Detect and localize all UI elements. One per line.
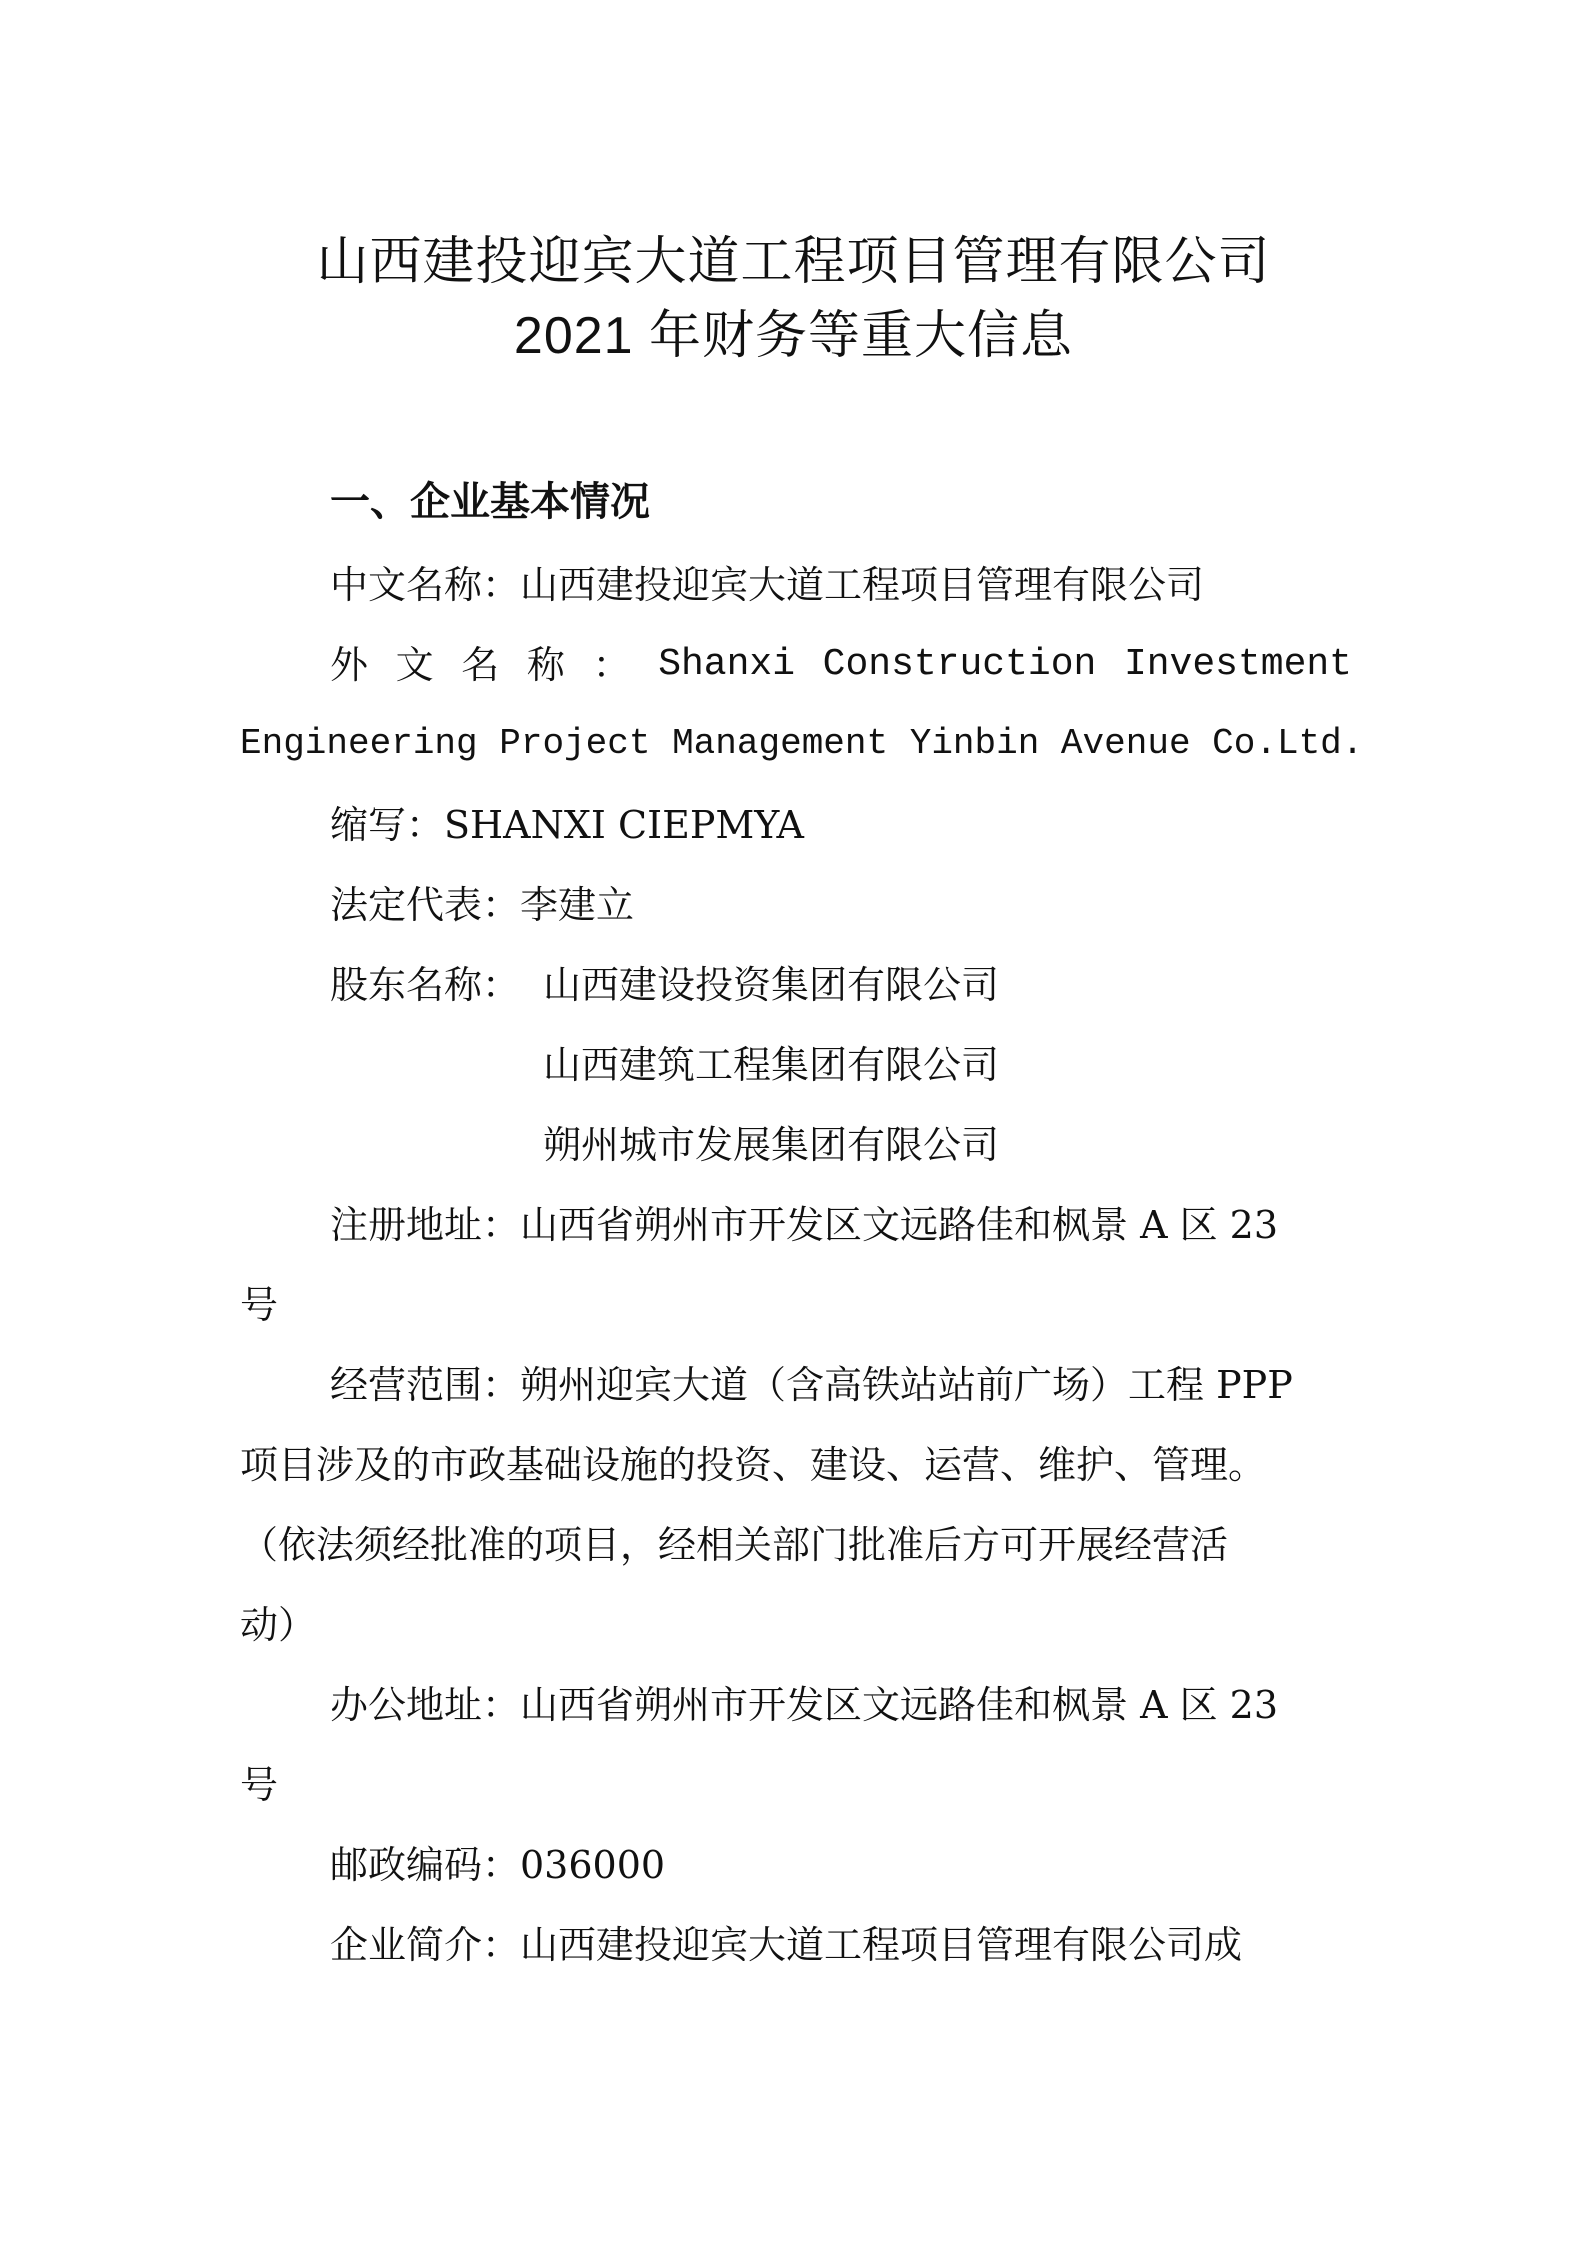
document-title-line1: 山西建投迎宾大道工程项目管理有限公司 xyxy=(316,233,1271,291)
text-segment: Investment xyxy=(1123,643,1352,686)
field-abbreviation: 缩写：SHANXI CIEPMYA xyxy=(330,803,804,847)
field-registered-address-line1: 注册地址：山西省朔州市开发区文远路佳和枫景 A 区 23 xyxy=(330,1203,1279,1247)
text-segment: 文 xyxy=(395,643,434,687)
field-shareholders-label: 股东名称： xyxy=(330,963,521,1007)
shareholder-item: 山西建设投资集团有限公司 xyxy=(543,963,1000,1007)
text-segment: 名 xyxy=(461,643,500,687)
field-office-address-line2: 号 xyxy=(240,1763,279,1807)
field-office-address-line1: 办公地址：山西省朔州市开发区文远路佳和枫景 A 区 23 xyxy=(330,1683,1279,1727)
field-business-scope-line1: 经营范围：朔州迎宾大道（含高铁站站前广场）工程 PPP xyxy=(330,1363,1293,1407)
shareholder-item: 朔州城市发展集团有限公司 xyxy=(543,1123,1000,1167)
field-english-name-line1 xyxy=(330,643,1352,687)
field-postal-code: 邮政编码：036000 xyxy=(330,1843,666,1887)
field-legal-representative: 法定代表：李建立 xyxy=(330,883,635,927)
field-chinese-name: 中文名称：山西建投迎宾大道工程项目管理有限公司 xyxy=(330,563,1205,607)
text-segment: Shanxi xyxy=(658,643,796,686)
text-segment: Construction xyxy=(822,643,1097,686)
field-business-scope-line3: （依法须经批准的项目，经相关部门批准后方可开展经营活 xyxy=(240,1523,1229,1567)
field-company-profile-line1: 企业简介：山西建投迎宾大道工程项目管理有限公司成 xyxy=(330,1923,1243,1967)
field-english-name-line2: Engineering Project Management Yinbin Avenue Co.Ltd. xyxy=(240,723,1364,764)
document-title-line2: 2021 年财务等重大信息 xyxy=(513,307,1074,365)
text-segment: 称 xyxy=(526,643,565,687)
text-segment: ： xyxy=(592,643,631,687)
field-business-scope-line2: 项目涉及的市政基础设施的投资、建设、运营、维护、管理。 xyxy=(240,1443,1267,1487)
field-business-scope-line4: 动） xyxy=(240,1603,317,1647)
shareholder-item: 山西建筑工程集团有限公司 xyxy=(543,1043,1000,1087)
section-heading-basic-info: 一、企业基本情况 xyxy=(330,479,650,525)
field-registered-address-line2: 号 xyxy=(240,1283,279,1327)
text-segment: 外 xyxy=(330,643,369,687)
